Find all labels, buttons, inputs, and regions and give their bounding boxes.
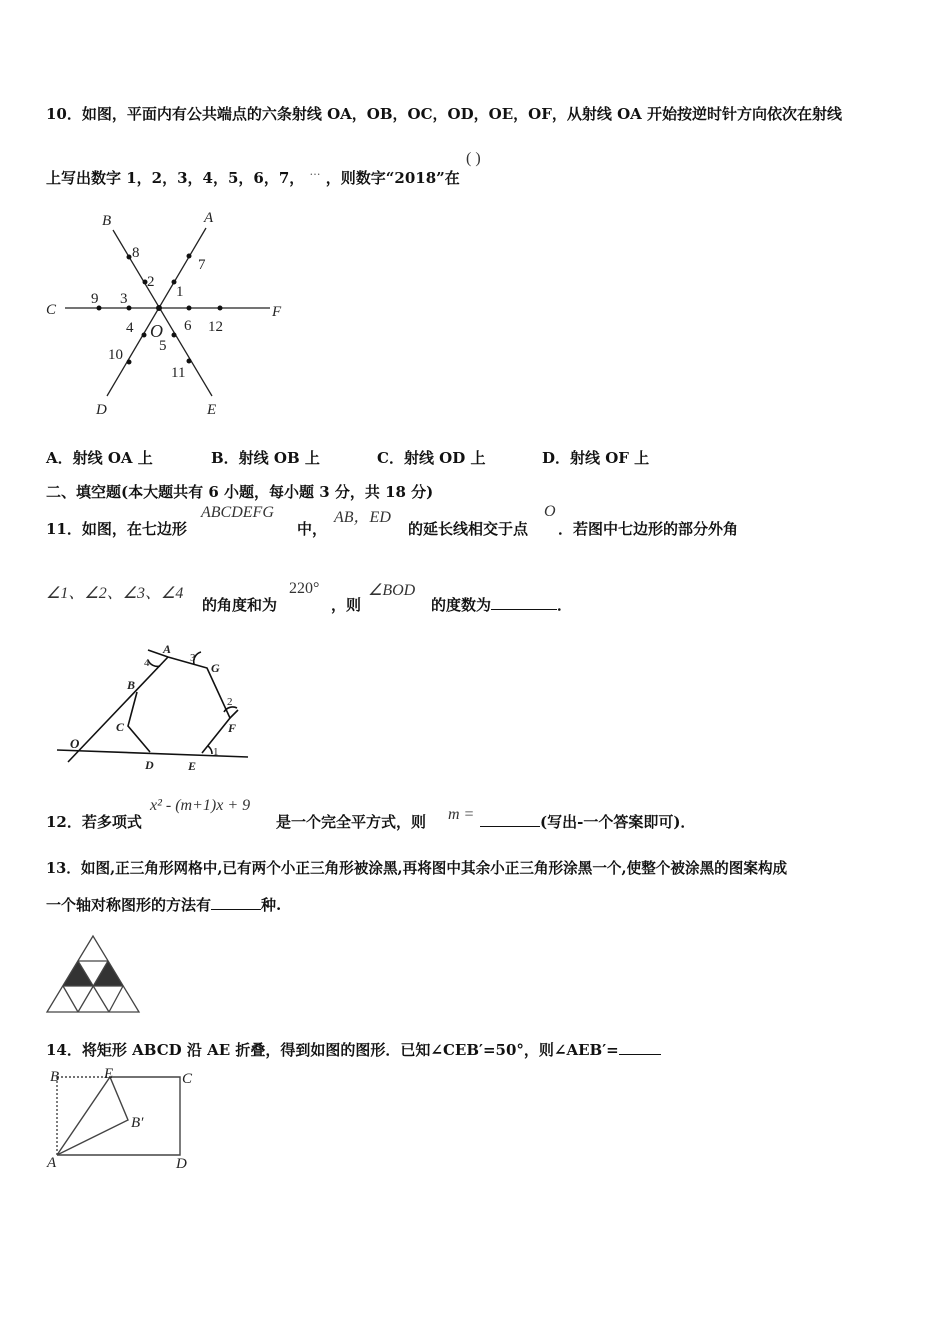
num-9: 9 bbox=[91, 291, 99, 307]
q11-math-220: 220° bbox=[289, 580, 320, 597]
q11-math-ab-ed: AB，ED bbox=[334, 509, 391, 526]
q11-math-bod: ∠BOD bbox=[368, 582, 416, 599]
q11-math-heptagon: ABCDEFG bbox=[201, 504, 274, 521]
angle-2: 2 bbox=[227, 696, 233, 708]
q11-text-2: 中， bbox=[297, 520, 328, 538]
angle-1: 1 bbox=[213, 746, 219, 758]
option-d: D．射线 OF 上 bbox=[542, 449, 650, 467]
num-12: 12 bbox=[208, 319, 223, 335]
q11-text-7-label: 的度数为 bbox=[431, 596, 492, 614]
angle-3: 3 bbox=[190, 652, 196, 664]
num-4: 4 bbox=[126, 320, 134, 336]
q12-text-3 bbox=[480, 811, 695, 832]
num-3: 3 bbox=[120, 291, 128, 307]
ray-label-d: D bbox=[96, 402, 107, 418]
rect-label-c: C bbox=[182, 1071, 193, 1087]
hept-label-f: F bbox=[228, 721, 237, 735]
ellipsis: … bbox=[309, 165, 321, 178]
center-label-o: O bbox=[150, 321, 163, 341]
ray-label-b: B bbox=[102, 213, 112, 229]
hept-label-g: G bbox=[211, 661, 220, 675]
hept-label-b: B bbox=[127, 678, 136, 692]
rect-label-a: A bbox=[47, 1155, 57, 1171]
ray-label-c: C bbox=[46, 302, 57, 318]
hept-label-o: O bbox=[70, 736, 80, 751]
q10-line2-text: 上写出数字 1，2，3，4，5，6，7， bbox=[46, 169, 305, 187]
q11-period: ． bbox=[557, 596, 573, 614]
num-10: 10 bbox=[108, 347, 123, 363]
num-6: 6 bbox=[184, 318, 192, 334]
ray-label-f: F bbox=[272, 304, 282, 320]
q11-text-5: 的角度和为 bbox=[202, 596, 278, 614]
rect-label-b: B bbox=[50, 1069, 60, 1085]
q11-text-6: ，则 bbox=[331, 596, 362, 614]
num-8: 8 bbox=[132, 245, 140, 261]
section-heading: 二、填空题(本大题共有 6 小题，每小题 3 分，共 18 分) bbox=[46, 483, 434, 501]
hept-label-c: C bbox=[116, 720, 125, 734]
q11-math-o: O bbox=[544, 503, 556, 520]
ray-label-a: A bbox=[204, 210, 214, 226]
q13-line1: 13．如图,正三角形网格中,已有两个小正三角形被涂黑,再将图中其余小正三角形涂黑一个,使整个被涂黑的图案构成 bbox=[46, 860, 788, 877]
triangle-grid-figure bbox=[47, 936, 139, 1012]
option-a: A．射线 OA 上 bbox=[46, 449, 153, 467]
q10-line2-text-b: ，则数字“2018”在 bbox=[325, 169, 460, 187]
hept-label-a: A bbox=[163, 642, 172, 656]
q14-text-label: 14．将矩形 ABCD 沿 AE 折叠，得到如图的图形．已知∠CEB′=50°，则∠AEB′= bbox=[46, 1041, 619, 1059]
q13-line2-text: 一个轴对称图形的方法有 bbox=[46, 896, 212, 914]
rays-figure bbox=[65, 228, 270, 396]
q12-text-3-label: (写出-一个答案即可)． bbox=[540, 813, 696, 831]
q11-text-7 bbox=[431, 594, 572, 615]
rectangle-fold-figure bbox=[57, 1077, 180, 1155]
q12-text-2: 是一个完全平方式，则 bbox=[276, 813, 427, 831]
num-5: 5 bbox=[159, 338, 167, 354]
hept-label-d: D bbox=[145, 758, 154, 772]
answer-parentheses: ( ) bbox=[466, 150, 481, 167]
num-7: 7 bbox=[198, 257, 206, 273]
rect-label-e: E bbox=[104, 1066, 114, 1082]
q12-expression: x² - (m+1)x + 9 bbox=[150, 797, 251, 814]
answer-blank bbox=[211, 909, 261, 910]
q11-text-3: 的延长线相交于点 bbox=[408, 520, 529, 538]
answer-blank bbox=[619, 1054, 661, 1055]
q11-text-4: ．若图中七边形的部分外角 bbox=[558, 520, 739, 538]
angle-4: 4 bbox=[144, 657, 150, 669]
q11-math-angles: ∠1、∠2、∠3、∠4 bbox=[46, 585, 184, 602]
q11-text-1: 11．如图，在七边形 bbox=[46, 520, 187, 538]
q12-text-1: 12．若多项式 bbox=[46, 813, 142, 831]
answer-blank bbox=[480, 826, 540, 827]
q12-math-m: m = bbox=[448, 806, 475, 823]
q13-line2 bbox=[46, 894, 281, 915]
num-2: 2 bbox=[147, 274, 155, 290]
q14-text bbox=[46, 1039, 661, 1060]
answer-blank bbox=[491, 609, 557, 610]
hept-label-e: E bbox=[188, 759, 197, 773]
num-1: 1 bbox=[176, 284, 184, 300]
option-c: C．射线 OD 上 bbox=[377, 449, 486, 467]
ray-label-e: E bbox=[207, 402, 217, 418]
num-11: 11 bbox=[171, 365, 186, 381]
rect-label-b-prime: B′ bbox=[131, 1115, 144, 1131]
q13-line2-end: 种. bbox=[261, 896, 282, 914]
rect-label-d: D bbox=[176, 1156, 187, 1172]
q10-line1: 10．如图，平面内有公共端点的六条射线 OA，OB，OC，OD，OE，OF，从射线 OA 开始按逆时针方向依次在射线 bbox=[46, 105, 842, 123]
option-b: B．射线 OB 上 bbox=[211, 449, 320, 467]
